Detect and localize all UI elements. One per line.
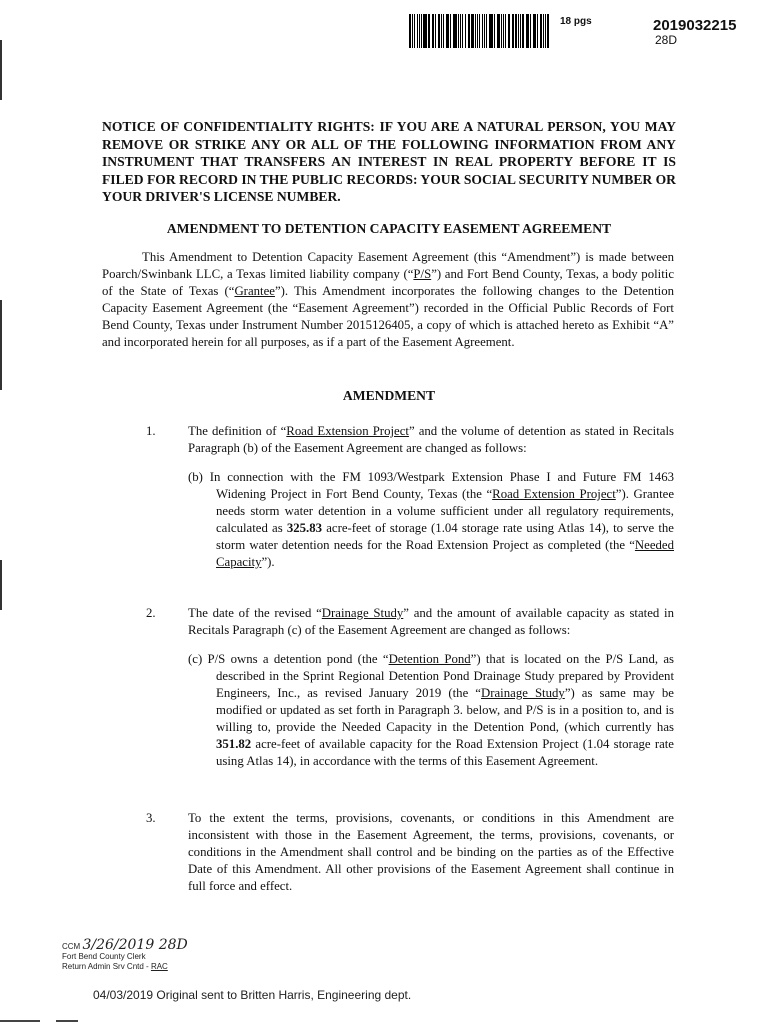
barcode-bar — [490, 14, 492, 48]
amendment-item-2 — [102, 605, 674, 770]
amendment-item-3 — [102, 810, 674, 895]
item-body: To the extent the terms, provisions, covenants, or conditions in this Amendment are inconsistent with those in the Easement Agreement, the terms, provisions, covenants, or conditions in the Amendment shall control and be binding on the parties as of the Effective Date of this Amendment. All other provisions of the Easement Agreement shall continue in full force and effect. — [188, 811, 674, 893]
barcode-bar — [454, 14, 456, 48]
barcode-bar — [419, 14, 420, 48]
barcode-bar — [479, 14, 481, 48]
scan-bottom-mark — [56, 1020, 78, 1022]
barcode-bar — [515, 14, 517, 48]
barcode-bar — [505, 14, 507, 48]
barcode-bar — [547, 14, 549, 48]
scan-edge-mark — [0, 300, 2, 390]
item-number: 3. — [146, 811, 156, 825]
scan-edge-mark — [0, 560, 2, 610]
barcode-bar — [469, 14, 470, 48]
document-sub-code: 28D — [655, 33, 678, 47]
barcode-bar — [543, 14, 544, 48]
barcode-bar — [534, 14, 536, 48]
barcode-bar — [508, 14, 510, 48]
amendment-heading: AMENDMENT — [342, 388, 436, 403]
barcode-bar — [513, 14, 514, 48]
barcode-bar — [412, 14, 413, 48]
scan-bottom-mark — [0, 1020, 40, 1022]
barcode-bar — [447, 14, 449, 48]
barcode-bar — [501, 14, 502, 48]
item-number: 1. — [146, 424, 156, 438]
barcode-bar — [522, 14, 524, 48]
page-count: 18 pgs — [560, 16, 592, 27]
confidentiality-notice: NOTICE OF CONFIDENTIALITY RIGHTS: IF YOU ARE A NATURAL PERSON, YOU MAY REMOVE OR STRIKE ANY OR ALL OF THE FOLLOWING INFORMATION FROM ANY INSTRUMENT THAT TRANSFERS AN INTEREST IN REAL PROPERTY BEFORE IT IS FILED FOR RECORD IN THE PUBLIC RECORDS: YOUR SOCIAL SECURITY NUMBER OR YOUR DRIVER'S LICENSE NUMBER. — [102, 119, 676, 204]
barcode-bar — [450, 14, 451, 48]
barcode-bar — [477, 14, 478, 48]
document-number: 2019032215 — [653, 17, 737, 34]
barcode-bar — [498, 14, 500, 48]
barcode-bar — [484, 14, 485, 48]
barcode-bar — [458, 14, 459, 48]
item-body: The definition of “Road Extension Project” and the volume of detention as stated in Recitals Paragraph (b) of the Easement Agreement are changed as follows: — [188, 424, 675, 455]
barcode-bar — [421, 14, 422, 48]
barcode-bar — [471, 14, 473, 48]
clerk-stamp: CCM 3/26/2019 28D Fort Bend County Clerk Return Admin Srv Cntd - RAC — [62, 937, 188, 971]
barcode-bar — [414, 14, 415, 48]
barcode-bar — [520, 14, 521, 48]
document-title: AMENDMENT TO DETENTION CAPACITY EASEMENT AGREEMENT — [166, 221, 612, 236]
barcode — [409, 14, 551, 48]
barcode-bar — [462, 14, 464, 48]
defined-term-grantee: Grantee — [234, 284, 275, 298]
item-body: The date of the revised “Drainage Study” and the amount of available capacity as stated in Recitals Paragraph (c) of the Easement Agreement are changed as follows: — [188, 606, 674, 637]
barcode-bar — [545, 14, 546, 48]
intro-paragraph: This Amendment to Detention Capacity Easement Agreement (this “Amendment”) is made between Poarch/Swinbank LLC, a Texas limited liability company (“P/S”) and Fort Bend County, Texas, a body politic of the State of Texas (“Grantee”). This Amendment incorporates the following changes to the Detention Capacity Easement Agreement (the “Easement Agreement”) recorded in the Official Public Records of Fort Bend County, Texas under Instrument Number 2015126405, a copy of which is attached hereto as Exhibit “A” and incorporated herein for all purposes, as if a part of the Easement Agreement. — [102, 250, 674, 349]
barcode-bar — [530, 14, 531, 48]
barcode-bar — [443, 14, 444, 48]
barcode-bar — [435, 14, 436, 48]
barcode-bar — [527, 14, 529, 48]
barcode-bar — [426, 14, 427, 48]
defined-term-ps: P/S — [413, 267, 432, 281]
barcode-bar — [428, 14, 430, 48]
scan-edge-mark — [0, 40, 2, 100]
item-subparagraph: (c) P/S owns a detention pond (the “Detention Pond”) that is located on the P/S Land, as described in the Sprint Regional Detention Pond Drainage Study prepared by Provident Engineers, Inc., as revised January 2019 (the “Drainage Study”) as same may be modified or updated as set forth in Paragraph 3. below, and P/S is in a position to, and is willing to, provide the Needed Capacity in the Detention Pond, (which currently has 351.82 acre-feet of available capacity for the Road Extension Project (1.04 storage rate using Atlas 14), in accordance with the terms of this Easement Agreement. — [188, 652, 674, 768]
barcode-bar — [537, 14, 538, 48]
amendment-item-1 — [102, 423, 674, 571]
item-subparagraph: (b) In connection with the FM 1093/Westpark Extension Phase I and Future FM 1463 Widening Project in Fort Bend County, Texas (the “Road Extension Project”). Grantee needs storm water detention in a volume sufficient under all regulatory requirements, calculated as 325.83 acre-feet of storage (1.04 storage rate using Atlas 14), to serve the storm water detention needs for the Road Extension Project as completed (the “Needed Capacity”). — [188, 470, 674, 569]
barcode-bar — [441, 14, 443, 48]
item-number: 2. — [146, 606, 156, 620]
barcode-bar — [494, 14, 495, 48]
footer-note: 04/03/2019 Original sent to Britten Harris, Engineering dept. — [93, 988, 412, 1002]
handwritten-date: 3/26/2019 28D — [82, 937, 188, 953]
barcode-bar — [486, 14, 488, 48]
barcode-bar — [465, 14, 467, 48]
barcode-bar — [433, 14, 434, 48]
